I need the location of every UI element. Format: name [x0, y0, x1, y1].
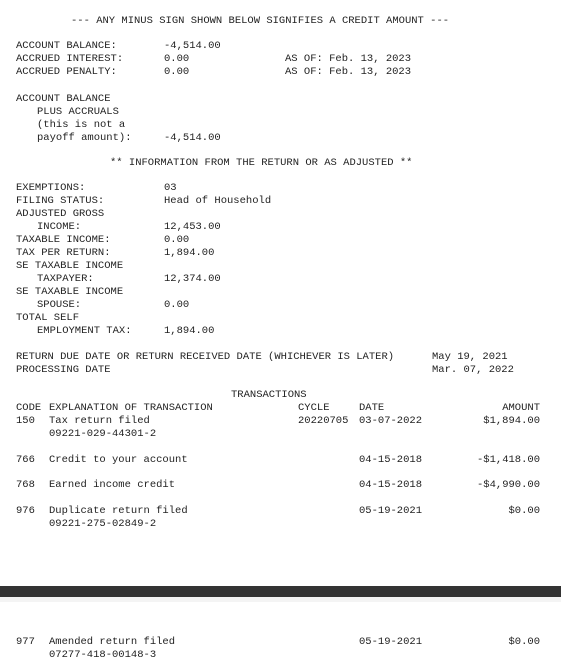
filing-status-label: FILING STATUS:	[16, 195, 105, 207]
account-balance-label: ACCOUNT BALANCE:	[16, 40, 117, 52]
se-income-spouse-label: SE TAXABLE INCOME	[16, 286, 124, 298]
agi-value: 12,453.00	[164, 221, 221, 233]
transaction-code: 976	[16, 505, 35, 517]
se-income-taxpayer-label: SE TAXABLE INCOME	[16, 260, 124, 272]
exemptions-label: EXEMPTIONS:	[16, 182, 86, 194]
exemptions-value: 03	[164, 182, 177, 194]
tax-per-return-value: 1,894.00	[164, 247, 215, 259]
accrued-penalty-label: ACCRUED PENALTY:	[16, 66, 117, 78]
transaction-document-number: 09221-275-02849-2	[49, 518, 157, 530]
accrued-penalty-asof: AS OF: Feb. 13, 2023	[285, 66, 412, 78]
se-income-taxpayer-value: 12,374.00	[164, 273, 221, 285]
col-header-explanation: EXPLANATION OF TRANSACTION	[49, 402, 213, 414]
accrued-interest-asof: AS OF: Feb. 13, 2023	[285, 53, 412, 65]
se-tax-value: 1,894.00	[164, 325, 215, 337]
balance-plus-accruals-note: payoff amount):	[37, 132, 132, 144]
transaction-amount: $1,894.00	[483, 415, 540, 427]
balance-plus-accruals-note: (this is not a	[37, 119, 126, 131]
transaction-amount: $0.00	[508, 505, 540, 517]
accrued-interest-value: 0.00	[164, 53, 190, 65]
transaction-document-number: 09221-029-44301-2	[49, 428, 157, 440]
transaction-date: 03-07-2022	[359, 415, 423, 427]
credit-notice-banner: --- ANY MINUS SIGN SHOWN BELOW SIGNIFIES A CREDIT AMOUNT ---	[71, 15, 450, 27]
processing-date-label: PROCESSING DATE	[16, 364, 111, 376]
se-income-spouse-label: SPOUSE:	[37, 299, 82, 311]
page-break-gap	[0, 597, 561, 602]
transaction-date: 04-15-2018	[359, 454, 423, 466]
account-balance-value: -4,514.00	[164, 40, 221, 52]
accrued-penalty-value: 0.00	[164, 66, 190, 78]
col-header-date: DATE	[359, 402, 385, 414]
balance-plus-accruals-label: PLUS ACCRUALS	[37, 106, 119, 118]
se-tax-label: EMPLOYMENT TAX:	[37, 325, 132, 337]
transaction-date: 05-19-2021	[359, 636, 423, 648]
transaction-explanation: Earned income credit	[49, 479, 176, 491]
se-income-spouse-value: 0.00	[164, 299, 190, 311]
transaction-amount: -$4,990.00	[476, 479, 540, 491]
transaction-cycle: 20220705	[298, 415, 349, 427]
transaction-date: 04-15-2018	[359, 479, 423, 491]
transaction-code: 768	[16, 479, 35, 491]
transaction-code: 977	[16, 636, 35, 648]
transaction-amount: $0.00	[508, 636, 540, 648]
se-tax-label: TOTAL SELF	[16, 312, 80, 324]
filing-status-value: Head of Household	[164, 195, 272, 207]
transaction-code: 766	[16, 454, 35, 466]
taxable-income-value: 0.00	[164, 234, 190, 246]
transaction-date: 05-19-2021	[359, 505, 423, 517]
return-due-date-value: May 19, 2021	[432, 351, 508, 363]
transaction-explanation: Tax return filed	[49, 415, 150, 427]
transaction-explanation: Amended return filed	[49, 636, 176, 648]
agi-label: ADJUSTED GROSS	[16, 208, 105, 220]
transaction-code: 150	[16, 415, 35, 427]
tax-per-return-label: TAX PER RETURN:	[16, 247, 111, 259]
accrued-interest-label: ACCRUED INTEREST:	[16, 53, 124, 65]
transaction-document-number: 07277-418-00148-3	[49, 649, 157, 661]
taxable-income-label: TAXABLE INCOME:	[16, 234, 111, 246]
processing-date-value: Mar. 07, 2022	[432, 364, 514, 376]
transaction-amount: -$1,418.00	[476, 454, 540, 466]
return-info-heading: ** INFORMATION FROM THE RETURN OR AS ADJUSTED **	[110, 157, 413, 169]
col-header-code: CODE	[16, 402, 42, 414]
col-header-amount: AMOUNT	[502, 402, 540, 414]
agi-label: INCOME:	[37, 221, 82, 233]
transactions-title: TRANSACTIONS	[231, 389, 307, 401]
se-income-taxpayer-label: TAXPAYER:	[37, 273, 94, 285]
balance-plus-accruals-value: -4,514.00	[164, 132, 221, 144]
balance-plus-accruals-label: ACCOUNT BALANCE	[16, 93, 111, 105]
transaction-explanation: Duplicate return filed	[49, 505, 188, 517]
return-due-date-label: RETURN DUE DATE OR RETURN RECEIVED DATE (WHICHEVER IS LATER)	[16, 351, 395, 363]
col-header-cycle: CYCLE	[298, 402, 330, 414]
transaction-explanation: Credit to your account	[49, 454, 188, 466]
page-break-divider	[0, 586, 561, 597]
